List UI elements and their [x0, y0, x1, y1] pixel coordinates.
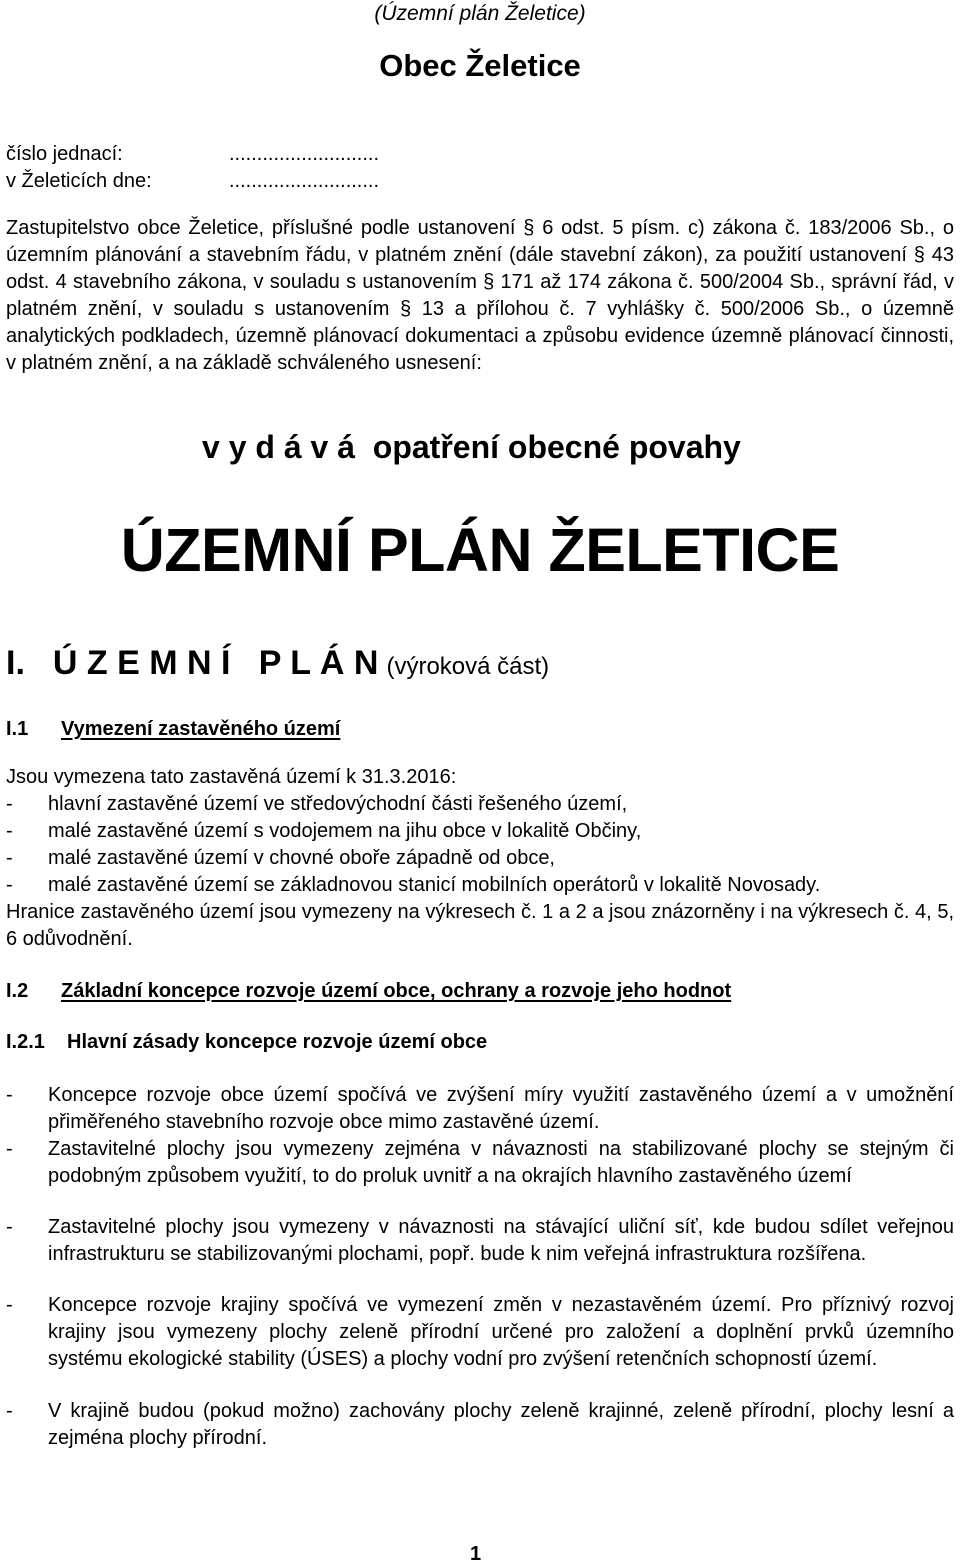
document-reference-header: (Územní plán Želetice): [374, 2, 586, 25]
list-dash: -: [6, 847, 13, 869]
section-title: Vymezení zastavěného území: [61, 718, 341, 740]
list-item: [6, 1398, 954, 1452]
list-item: [6, 818, 641, 845]
page-number: 1: [470, 1543, 482, 1565]
part-number: I.: [6, 644, 25, 682]
preamble-paragraph: Zastupitelstvo obce Želetice, příslušné podle ustanovení § 6 odst. 5 písm. c) zákona č. 183/2006 Sb., o územním plánování a stavebním řádu, v platném znění (dále stavební zákon), za použití ustanovení § 43 odst. 4 stavebního zákona, v souladu s ustanovením § 171 až 174 zákona č. 500/2004 Sb., správní řád, v platném znění, v souladu s ustanovením § 13 a přílohou č. 7 vyhlášky č. 500/2006 Sb., o územně analytických podkladech, územně plánovací dokumentaci a způsobu evidence územně plánovací činnosti, v platném znění, a na základě schváleného usnesení:: [6, 217, 954, 374]
list-item: [6, 1214, 954, 1268]
list-dash: -: [6, 820, 13, 842]
list-item: [6, 845, 555, 872]
list-item: [6, 1136, 954, 1190]
list-item-text: hlavní zastavěné území ve středovýchodní části řešeného území,: [48, 793, 628, 815]
list-dash: -: [6, 793, 13, 815]
list-item-text: Zastavitelné plochy jsou vymezeny v návaznosti na stávající uliční síť, kde budou sdílet veřejnou infrastrukturu se stabilizovanými plochami, popř. bude k nim veřejná infrastruktura rozšířena.: [48, 1216, 954, 1265]
list-dash: -: [6, 1216, 13, 1238]
date-value: ...........................: [229, 170, 380, 192]
list-item-text: Koncepce rozvoje krajiny spočívá ve vymezení změn v nezastavěném území. Pro příznivý rozvoj krajiny jsou vymezeny plochy zeleně přírodní určené pro založení a doplnění prvků územního systému ekologické stability (ÚSES) a plochy vodní pro zvýšení retenčních schopností území.: [48, 1294, 954, 1370]
section-number: I.2: [6, 980, 29, 1002]
issues-measure-heading: v y d á v á opatření obecné povahy: [202, 429, 741, 465]
section-1-intro: Jsou vymezena tato zastavěná území k 31.3.2016:: [6, 766, 457, 788]
list-dash: -: [6, 874, 13, 896]
list-item-text: malé zastavěné území s vodojemem na jihu obce v lokalitě Občiny,: [48, 820, 642, 842]
list-item-text: malé zastavěné území se základnovou stanicí mobilních operátorů v lokalitě Novosady.: [48, 874, 821, 896]
subsection-number: I.2.1: [6, 1031, 45, 1053]
part-title: Ú Z E M N Í P L Á N: [52, 644, 379, 682]
part-subtitle: (výroková část): [386, 653, 550, 680]
list-item-text: Koncepce rozvoje obce území spočívá ve zvýšení míry využití zastavěného území a v umožnění přiměřeného stavebního rozvoje obce mimo zastavěné území.: [48, 1084, 954, 1133]
list-item: [6, 1082, 954, 1136]
plan-title: ÚZEMNÍ PLÁN ŽELETICE: [120, 516, 840, 584]
list-item: [6, 791, 627, 818]
list-dash: -: [6, 1294, 13, 1316]
list-dash: -: [6, 1400, 13, 1422]
list-item-text: V krajině budou (pokud možno) zachovány plochy zeleně krajinné, zeleně přírodní, plochy lesní a zejména plochy přírodní.: [48, 1400, 954, 1449]
list-item-text: malé zastavěné území v chovné oboře západně od obce,: [48, 847, 555, 869]
date-label: v Želeticích dne:: [6, 170, 152, 192]
list-dash: -: [6, 1084, 13, 1106]
section-title: Základní koncepce rozvoje území obce, ochrany a rozvoje jeho hodnot: [61, 980, 732, 1002]
list-item: [6, 1292, 954, 1373]
subsection-title: Hlavní zásady koncepce rozvoje území obce: [67, 1031, 488, 1053]
section-number: I.1: [6, 718, 29, 740]
section-1-closing: Hranice zastavěného území jsou vymezeny na výkresech č. 1 a 2 a jsou znázorněny i na výkresech č. 4, 5, 6 odůvodnění.: [6, 901, 954, 950]
list-dash: -: [6, 1138, 13, 1160]
municipality-title: Obec Želetice: [379, 48, 581, 83]
part-heading: [6, 644, 549, 683]
list-item: [6, 872, 820, 899]
file-number-label: číslo jednací:: [6, 143, 123, 165]
list-item-text: Zastavitelné plochy jsou vymezeny zejména v návaznosti na stabilizované plochy se stejným či podobným způsobem využití, to do proluk uvnitř a na okrajích hlavního zastavěného území: [48, 1138, 954, 1187]
file-number-value: ...........................: [229, 143, 380, 165]
